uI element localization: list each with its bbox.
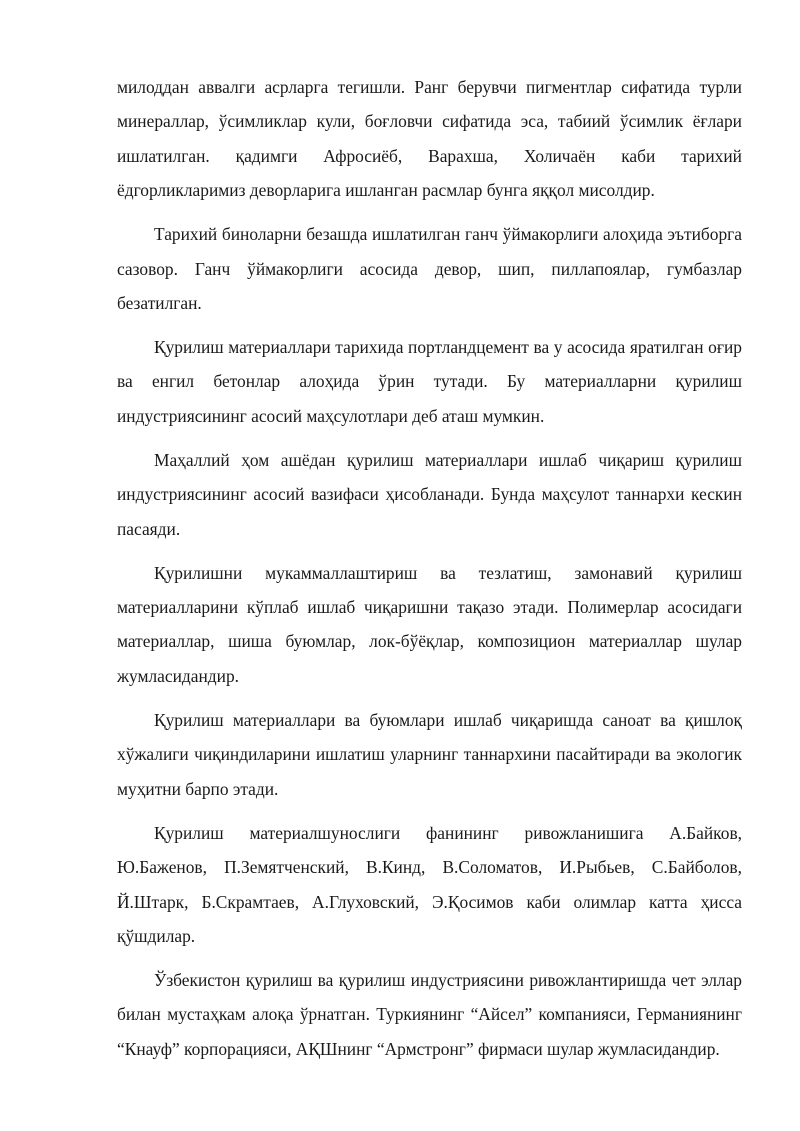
paragraph-waste-usage: Қурилиш материаллари ва буюмлари ишлаб чиқаришда саноат ва қишлоқ хўжалиги чиқиндиларини ишлатиш уларнинг таннархини пасайтиради ва экологик муҳитни барпо этади. — [117, 709, 742, 799]
paragraph-portland-cement: Қурилиш материаллари тарихида портландцемент ва у асосида яратилган оғир ва енгил бетонлар алоҳида ўрин тутади. Бу материалларни қурилиш индустриясининг асосий маҳсулотлари деб аташ мумкин. — [117, 337, 742, 426]
paragraph-modernization: Қурилишни мукаммаллаштириш ва тезлатиш, замонавий қурилиш материалларини кўплаб ишлаб чиқаришни тақазо этади. Полимерлар асосидаги материаллар, шиша буюмлар, лок-бўёқлар, композицион материаллар шулар жумласидандир. — [117, 562, 742, 686]
document-body — [117, 70, 742, 1076]
paragraph-scientists: Қурилиш материалшунослиги фанининг ривожланишига А.Байков, Ю.Баженов, П.Земятченский, В.Кинд, В.Соломатов, И.Рыбьев, С.Байболов, Й.Штарк, Б.Скрамтаев, А.Глуховский, Э.Қосимов каби олимлар катта ҳисса қўшдилар. — [117, 822, 742, 946]
paragraph-continued: милоддан аввалги асрларга тегишли. Ранг берувчи пигментлар сифатида турли минераллар, ўсимликлар кули, боғловчи сифатида эса, табиий ўсимлик ёғлари ишлатилган. қадимги Афросиёб, Варахша, Холичаён каби тарихий ёдгорликларимиз деворларига ишланган расмлар бунга яққол мисолдир. — [117, 77, 742, 201]
paragraph-ganch-carving: Тарихий биноларни безашда ишлатилган ганч ўймакорлиги алоҳида эътиборга сазовор. Ганч ўймакорлиги асосида девор, шип, пиллапоялар, гумбазлар безатилган. — [117, 224, 742, 314]
paragraph-local-materials: Маҳаллий ҳом ашёдан қурилиш материаллари ишлаб чиқариш қурилиш индустриясининг асосий вазифаси ҳисобланади. Бунда маҳсулот таннархи кескин пасаяди. — [117, 449, 742, 539]
paragraph-foreign-cooperation: Ўзбекистон қурилиш ва қурилиш индустриясини ривожлантиришда чет эллар билан мустаҳкам алоқа ўрнатган. Туркиянинг “Айсел” компанияси, Германиянинг “Кнауф” корпорацияси, АҚШнинг “Армстронг” фирмаси шулар жумласидандир. — [117, 969, 742, 1059]
